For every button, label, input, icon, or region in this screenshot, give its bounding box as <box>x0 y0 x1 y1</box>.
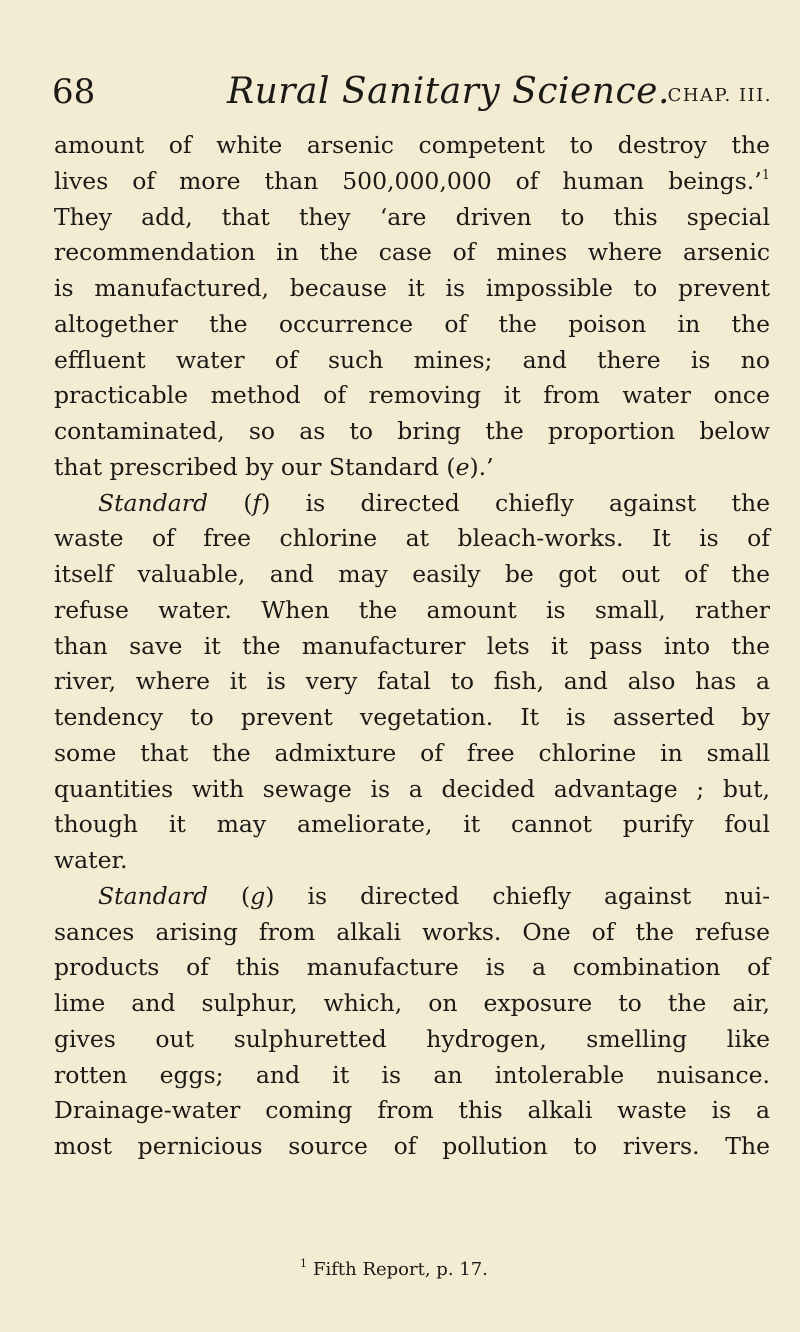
text-span: lives of more than 500,000,000 of human beings.’ <box>54 166 762 195</box>
text-line <box>54 879 770 915</box>
standard-heading: Standard <box>98 881 209 910</box>
text-line <box>54 164 770 200</box>
footnote-text: Fifth Report, p. 17. <box>313 1259 488 1280</box>
text-line: lime and sulphur, which, on exposure to the air, <box>54 989 770 1017</box>
text-line: than save it the manufacturer lets it pass into the <box>54 631 770 660</box>
standard-letter: e <box>455 452 470 481</box>
text-line: Drainage-water coming from this alkali waste is a <box>54 1096 770 1125</box>
text-line: tendency to prevent vegetation. It is asserted by <box>54 703 770 731</box>
text-line: practicable method of removing it from water once <box>54 381 770 410</box>
standard-letter: f <box>252 488 262 517</box>
footnote <box>300 1258 488 1282</box>
text-line: refuse water. When the amount is small, rather <box>54 595 770 624</box>
text-line: itself valuable, and may easily be got out of the <box>54 560 770 588</box>
text-line: though it may ameliorate, it cannot purify foul <box>54 810 770 839</box>
footnote-reference: 1 <box>761 167 770 183</box>
text-line: sances arising from alkali works. One of the refuse <box>54 917 770 946</box>
text-line: gives out sulphuretted hydrogen, smelling like <box>54 1024 770 1053</box>
text-span: ).’ <box>469 452 494 481</box>
text-span: that prescribed by our Standard ( <box>54 452 456 481</box>
text-line: They add, that they ‘are driven to this special <box>54 202 770 231</box>
text-line: products of this manufacture is a combination of <box>54 953 770 982</box>
standard-heading: Standard <box>98 488 209 517</box>
chapter-label: CHAP. III. <box>667 85 772 106</box>
text-span: ) is directed chiefly against nui- <box>265 881 771 910</box>
text-line: recommendation in the case of mines where arsenic <box>54 238 770 267</box>
text-line: river, where it is very fatal to fish, and also has a <box>54 667 770 696</box>
page-number: 68 <box>52 72 96 112</box>
text-line: is manufactured, because it is impossible to prevent <box>54 274 770 302</box>
text-span: ) is directed chiefly against the <box>261 488 771 517</box>
running-title: Rural Sanitary Science. <box>227 71 670 112</box>
text-line: effluent water of such mines; and there is no <box>54 345 770 374</box>
text-line: waste of free chlorine at bleach-works. It is of <box>54 524 770 553</box>
text-span: ( <box>208 488 253 517</box>
text-line: contaminated, so as to bring the proportion below <box>54 417 770 445</box>
text-line: most pernicious source of pollution to rivers. The <box>54 1132 770 1160</box>
text-line: altogether the occurrence of the poison in the <box>54 309 770 338</box>
body-text <box>54 128 770 1165</box>
text-line: some that the admixture of free chlorine in small <box>54 738 770 767</box>
text-span: ( <box>208 881 251 910</box>
text-line <box>54 486 770 522</box>
text-line: rotten eggs; and it is an intolerable nuisance. <box>54 1060 770 1089</box>
running-head <box>52 72 772 122</box>
text-line: quantities with sewage is a decided advantage ; but, <box>54 774 770 803</box>
footnote-marker: 1 <box>300 1257 307 1270</box>
text-line: water. <box>54 846 128 874</box>
text-line <box>54 450 770 486</box>
text-line: amount of white arsenic competent to destroy the <box>54 131 770 159</box>
standard-letter: g <box>250 881 266 910</box>
